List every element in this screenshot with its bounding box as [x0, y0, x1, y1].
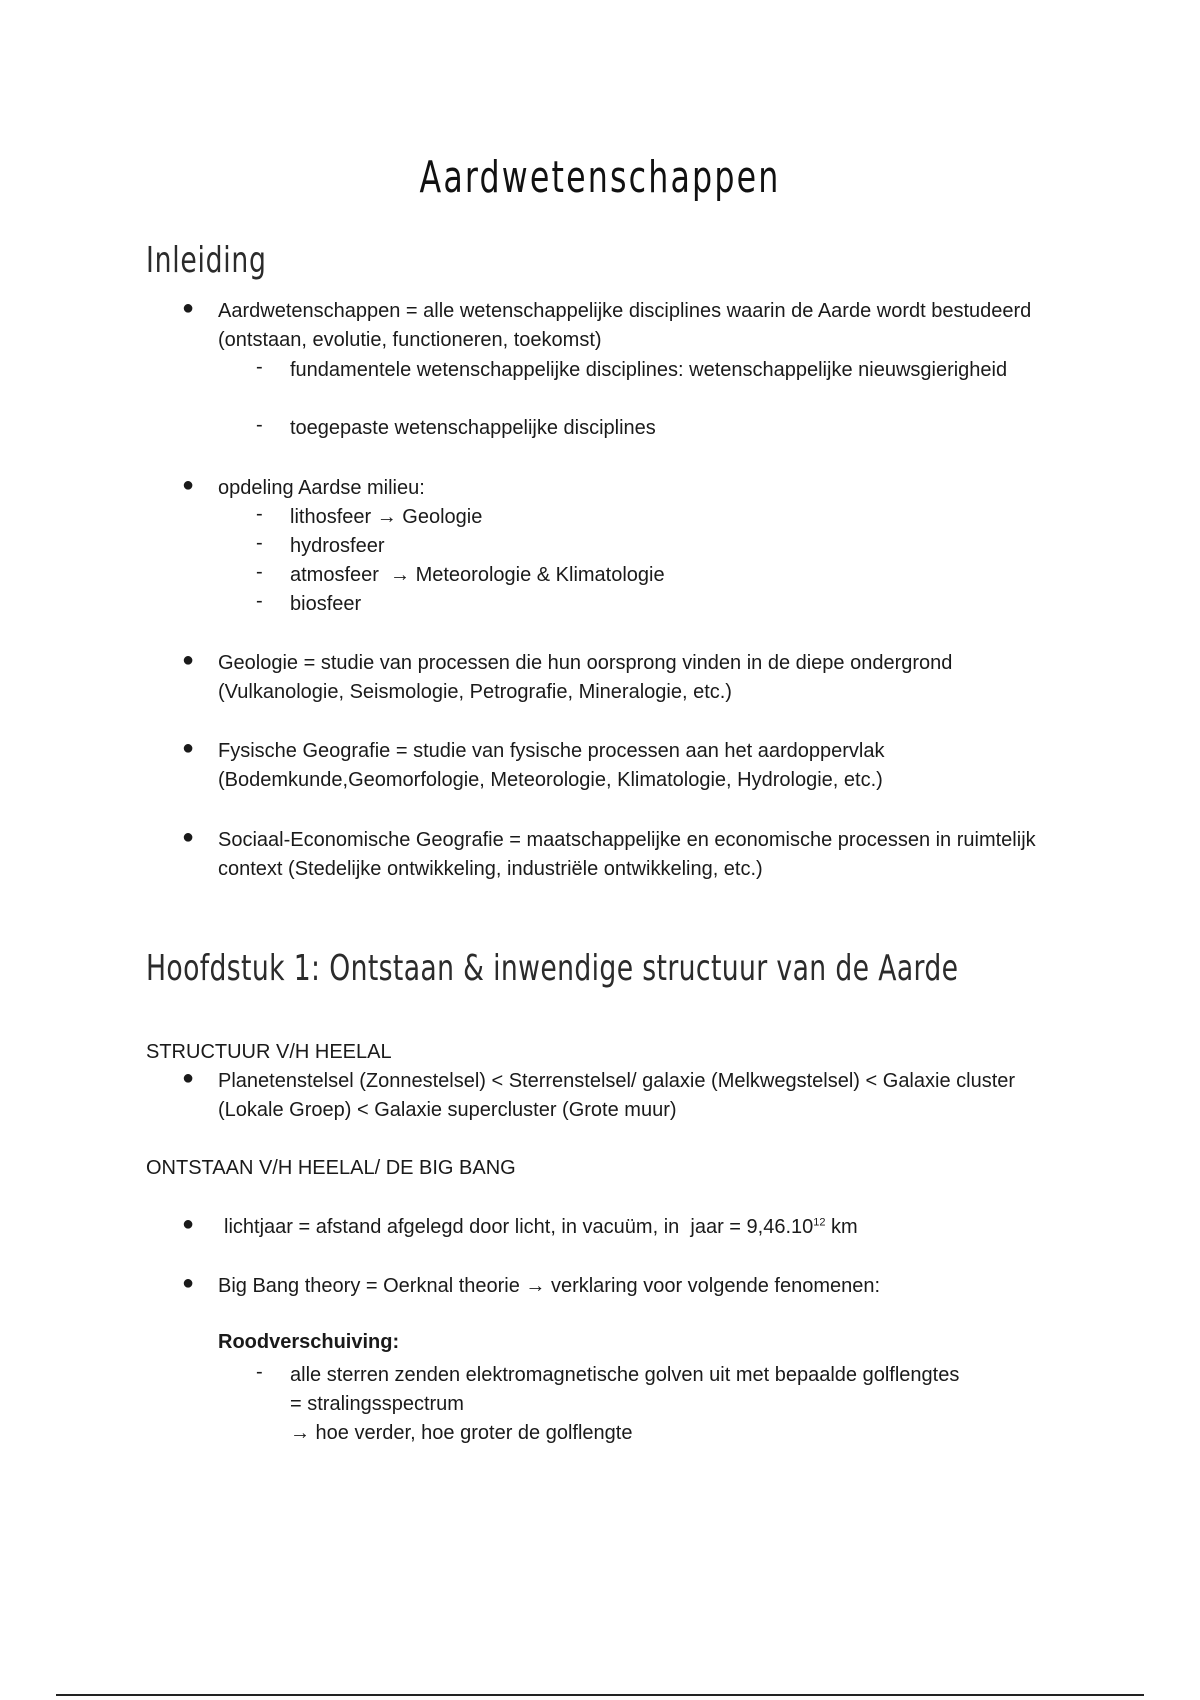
dash-marker: - [256, 1361, 263, 1383]
bullet-marker: ● [182, 1213, 195, 1235]
bullet-text: Fysische Geografie = studie van fysische processen aan het aardoppervlak (Bodemkunde,Geomorfologie, Meteorologie, Klimatologie, Hydrologie, etc.) [218, 740, 885, 791]
dash-marker: - [256, 590, 263, 612]
bullet-marker: ● [182, 649, 195, 671]
lightyear-exponent: 12 [813, 1216, 826, 1229]
redshift-item: alle sterren zenden elektromagnetische golven uit met bepaalde golflengtes [290, 1364, 960, 1386]
dash-marker: - [256, 532, 263, 554]
bullet-marker: ● [182, 1272, 195, 1294]
dash-marker: - [256, 356, 263, 378]
bullet-marker: ● [182, 826, 195, 848]
section-heading-inleiding: Inleiding [146, 240, 267, 281]
bullet-marker: ● [182, 297, 195, 319]
dash-marker: - [256, 503, 263, 525]
bullet-text: opdeling Aardse milieu: [218, 477, 425, 499]
subsection-label-structuur: STRUCTUUR V/H HEELAL [146, 1041, 392, 1063]
bullet-text: Geologie = studie van processen die hun oorsprong vinden in de diepe ondergrond (Vulkanologie, Seismologie, Petrografie, Mineralogie, etc.) [218, 652, 953, 703]
sub-item: hydrosfeer [290, 535, 385, 557]
section-heading-chapter-1: Hoofdstuk 1: Ontstaan & inwendige structuur van de Aarde [146, 948, 959, 989]
bigbang-bullet: Big Bang theory = Oerknal theorie → verklaring voor volgende fenomenen: [218, 1275, 881, 1297]
bullet-marker: ● [182, 474, 195, 496]
bottom-divider [56, 1694, 1144, 1696]
sub-item: atmosfeer → Meteorologie & Klimatologie [290, 564, 665, 586]
bullet-text: Aardwetenschappen = alle wetenschappelijke disciplines waarin de Aarde wordt bestudeerd (ontstaan, evolutie, functioneren, toekomst) [218, 300, 1032, 351]
sub-item: fundamentele wetenschappelijke disciplines: wetenschappelijke nieuwsgierigheid [290, 359, 1008, 381]
redshift-label: Roodverschuiving: [218, 1331, 400, 1353]
subsection-label-ontstaan: ONTSTAAN V/H HEELAL/ DE BIG BANG [146, 1157, 516, 1179]
document-title: Aardwetenschappen [419, 152, 781, 203]
bullet-marker: ● [182, 737, 195, 759]
lightyear-unit: km [825, 1216, 858, 1238]
lightyear-text: lichtjaar = afstand afgelegd door licht, in vacuüm, in jaar = 9,46.10 [224, 1216, 814, 1238]
bullet-text: Sociaal-Economische Geografie = maatschappelijke en economische processen in ruimtelijk context (Stedelijke ontwikkeling, industriële ontwikkeling, etc.) [218, 829, 1036, 880]
sub-item: biosfeer [290, 593, 362, 615]
lightyear-bullet [224, 1213, 1044, 1242]
dash-marker: - [256, 561, 263, 583]
sub-item: lithosfeer → Geologie [290, 506, 483, 528]
redshift-continuation: → hoe verder, hoe groter de golflengte [290, 1422, 633, 1444]
redshift-continuation: = stralingsspectrum [290, 1393, 464, 1415]
bullet-marker: ● [182, 1067, 195, 1089]
dash-marker: - [256, 414, 263, 436]
sub-item: toegepaste wetenschappelijke disciplines [290, 417, 656, 439]
structure-bullet: Planetenstelsel (Zonnestelsel) < Sterrenstelsel/ galaxie (Melkwegstelsel) < Galaxie cluster (Lokale Groep) < Galaxie supercluster (Grote muur) [218, 1070, 1016, 1121]
